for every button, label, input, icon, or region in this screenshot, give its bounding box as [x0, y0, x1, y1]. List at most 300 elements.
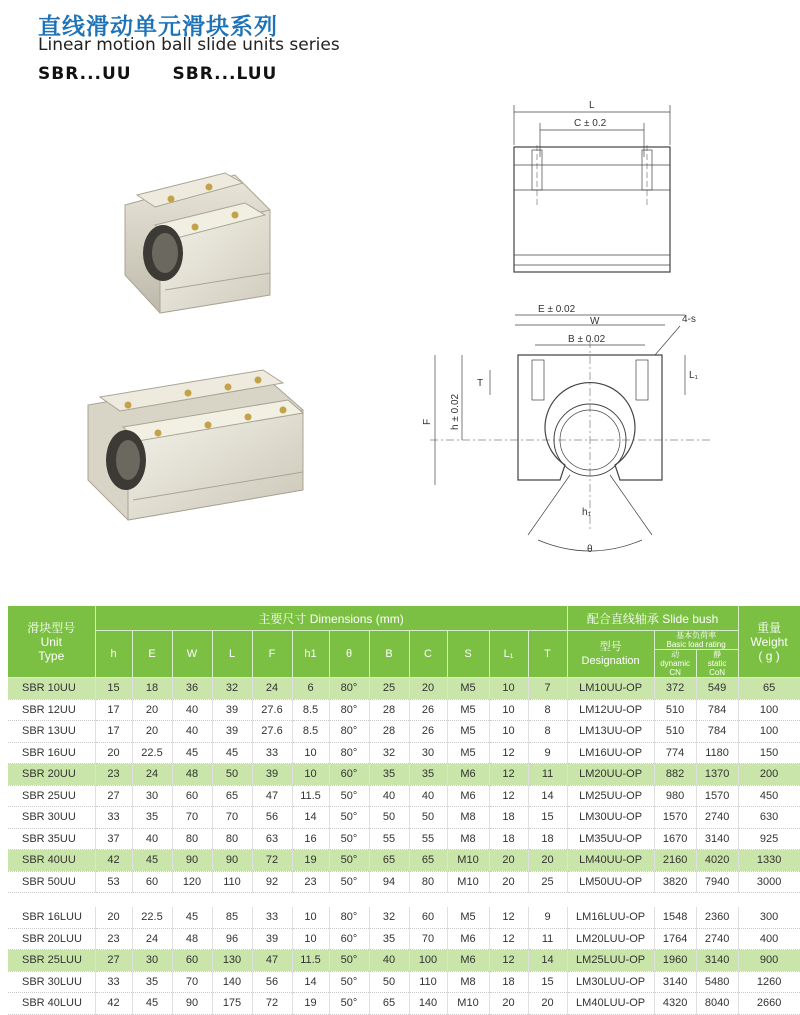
table-row [8, 764, 800, 786]
dim-h: h ± 0.02 [450, 393, 461, 430]
cell-dimension: 90 [172, 850, 212, 872]
cell-weight: 100 [738, 699, 800, 721]
load-rating-label: 基本负荷率 Basic load rating [655, 631, 738, 650]
cell-dimension: 18 [528, 828, 567, 850]
cell-dynamic-load: 1548 [654, 907, 696, 928]
col-designation: 型号 Designation [567, 631, 654, 678]
cell-dimension: 50 [369, 807, 409, 829]
cell-dynamic-load: 1764 [654, 928, 696, 950]
cell-dimension: 65 [409, 850, 447, 872]
cell-dimension: 20 [528, 993, 567, 1015]
cell-designation: LM25UU-OP [567, 785, 654, 807]
cell-dimension: 25 [528, 871, 567, 893]
table-row [8, 950, 800, 972]
dim-T: T [477, 378, 484, 389]
cell-dimension: 60 [132, 871, 172, 893]
dim-theta: θ [587, 544, 593, 555]
cell-dimension: 36 [172, 678, 212, 700]
cell-dimension: 23 [95, 764, 132, 786]
col-W: W [172, 631, 212, 678]
cell-dimension: 20 [409, 678, 447, 700]
cell-unit-type: SBR 35UU [8, 828, 95, 850]
cell-weight: 925 [738, 828, 800, 850]
cell-dimension: 47 [252, 950, 292, 972]
header-unit-type: 滑块型号 Unit Type [8, 606, 95, 678]
cell-dimension: 45 [132, 993, 172, 1015]
cell-static-load: 3140 [696, 828, 738, 850]
cell-dimension: 42 [95, 993, 132, 1015]
cell-designation: LM20UU-OP [567, 764, 654, 786]
cell-unit-type: SBR 20UU [8, 764, 95, 786]
cell-dimension: 12 [489, 950, 528, 972]
cell-dimension: 45 [212, 742, 252, 764]
col-load-rating [654, 631, 738, 678]
cell-dimension: 48 [172, 928, 212, 950]
cell-dimension: 130 [212, 950, 252, 972]
cell-dimension: 10 [292, 764, 329, 786]
cell-dimension: 22.5 [132, 742, 172, 764]
cell-unit-type: SBR 16UU [8, 742, 95, 764]
cell-dimension: 45 [172, 907, 212, 928]
cell-dimension: M8 [447, 828, 489, 850]
cell-unit-type: SBR 20LUU [8, 928, 95, 950]
cell-dimension: 23 [292, 871, 329, 893]
cell-dimension: M10 [447, 850, 489, 872]
cell-unit-type: SBR 25UU [8, 785, 95, 807]
cell-dimension: 14 [292, 807, 329, 829]
cell-dimension: 32 [369, 742, 409, 764]
table-row [8, 850, 800, 872]
cell-unit-type: SBR 25LUU [8, 950, 95, 972]
cell-dimension: 175 [212, 993, 252, 1015]
cell-dimension: M10 [447, 871, 489, 893]
cell-static-load: 7940 [696, 871, 738, 893]
top-view-drawing [500, 95, 700, 285]
cell-dimension: 70 [409, 928, 447, 950]
table-row [8, 993, 800, 1015]
cell-dimension: 50° [329, 785, 369, 807]
cell-dimension: 20 [489, 993, 528, 1015]
cell-dimension: 11.5 [292, 950, 329, 972]
cell-dimension: 10 [292, 907, 329, 928]
cell-dimension: M5 [447, 678, 489, 700]
dim-W: W [590, 316, 600, 327]
cell-weight: 400 [738, 928, 800, 950]
dim-h1: h₁ [582, 507, 591, 518]
cell-dimension: 50° [329, 807, 369, 829]
cell-designation: LM10UU-OP [567, 678, 654, 700]
cell-dimension: 27 [95, 785, 132, 807]
cell-dimension: 26 [409, 699, 447, 721]
cell-dynamic-load: 372 [654, 678, 696, 700]
cell-dimension: 50 [409, 807, 447, 829]
table-row [8, 721, 800, 743]
cell-dimension: 50° [329, 828, 369, 850]
cell-static-load: 8040 [696, 993, 738, 1015]
cell-dimension: 33 [95, 807, 132, 829]
cell-designation: LM50UU-OP [567, 871, 654, 893]
col-h: h [95, 631, 132, 678]
cell-dimension: 40 [132, 828, 172, 850]
cell-dimension: 80 [172, 828, 212, 850]
cell-weight: 150 [738, 742, 800, 764]
cell-dimension: 10 [489, 721, 528, 743]
cell-weight: 65 [738, 678, 800, 700]
cell-dimension: 33 [252, 742, 292, 764]
cell-dimension: 10 [292, 742, 329, 764]
cell-weight: 300 [738, 907, 800, 928]
cell-dimension: 18 [489, 807, 528, 829]
cell-dimension: 85 [212, 907, 252, 928]
header-dimensions: 主要尺寸 Dimensions (mm) [95, 606, 567, 631]
cell-dimension: 20 [95, 907, 132, 928]
cell-dimension: 110 [212, 871, 252, 893]
cell-designation: LM16LUU-OP [567, 907, 654, 928]
cell-dimension: 19 [292, 850, 329, 872]
cell-dimension: 33 [252, 907, 292, 928]
cell-dimension: 12 [489, 742, 528, 764]
cell-dimension: 80° [329, 742, 369, 764]
cell-dimension: 35 [409, 764, 447, 786]
cell-dynamic-load: 774 [654, 742, 696, 764]
cell-dimension: 18 [489, 971, 528, 993]
cell-dimension: M10 [447, 993, 489, 1015]
cell-dimension: 11 [528, 764, 567, 786]
cell-static-load: 1570 [696, 785, 738, 807]
section-view-drawing [410, 300, 730, 560]
cell-dimension: 92 [252, 871, 292, 893]
cell-unit-type: SBR 12UU [8, 699, 95, 721]
cell-dimension: 20 [132, 721, 172, 743]
cell-dimension: 56 [252, 807, 292, 829]
cell-dimension: 100 [409, 950, 447, 972]
cell-dimension: 14 [292, 971, 329, 993]
cell-dimension: 42 [95, 850, 132, 872]
cell-dimension: 32 [212, 678, 252, 700]
cell-dimension: 10 [292, 928, 329, 950]
cell-dynamic-load: 980 [654, 785, 696, 807]
cell-dynamic-load: 3820 [654, 871, 696, 893]
cell-dimension: 12 [489, 907, 528, 928]
cell-dimension: 60 [409, 907, 447, 928]
cell-dimension: 7 [528, 678, 567, 700]
cell-dimension: 40 [172, 699, 212, 721]
dynamic-label: 动 dynamic CN [655, 650, 697, 677]
cell-dimension: 28 [369, 721, 409, 743]
page-title-english: Linear motion ball slide units series [38, 35, 340, 55]
cell-dimension: M5 [447, 907, 489, 928]
cell-dimension: 26 [409, 721, 447, 743]
cell-dimension: 90 [172, 993, 212, 1015]
cell-dimension: 140 [409, 993, 447, 1015]
table-row [8, 785, 800, 807]
table-row [8, 928, 800, 950]
dim-L: L [589, 100, 595, 111]
cell-dimension: 27 [95, 950, 132, 972]
cell-dimension: 19 [292, 993, 329, 1015]
cell-unit-type: SBR 40LUU [8, 993, 95, 1015]
table-spacer-cell [8, 893, 800, 908]
cell-static-load: 5480 [696, 971, 738, 993]
cell-dimension: 39 [252, 928, 292, 950]
specification-table [8, 606, 800, 1015]
cell-dimension: 94 [369, 871, 409, 893]
cell-designation: LM13UU-OP [567, 721, 654, 743]
cell-dimension: 80 [212, 828, 252, 850]
table-row [8, 807, 800, 829]
cell-dimension: 80° [329, 699, 369, 721]
cell-unit-type: SBR 40UU [8, 850, 95, 872]
cell-dimension: 80° [329, 907, 369, 928]
cell-weight: 1260 [738, 971, 800, 993]
cell-dynamic-load: 4320 [654, 993, 696, 1015]
dim-E: E ± 0.02 [538, 304, 576, 315]
cell-dimension: 40 [369, 785, 409, 807]
cell-dimension: 20 [132, 699, 172, 721]
cell-dimension: 12 [489, 928, 528, 950]
cell-designation: LM25LUU-OP [567, 950, 654, 972]
cell-dimension: 72 [252, 850, 292, 872]
cell-dimension: 65 [212, 785, 252, 807]
cell-dimension: 96 [212, 928, 252, 950]
cell-dimension: 60 [172, 785, 212, 807]
dim-F: F [422, 418, 433, 425]
cell-unit-type: SBR 50UU [8, 871, 95, 893]
cell-dimension: 17 [95, 699, 132, 721]
cell-dimension: M5 [447, 721, 489, 743]
col-E: E [132, 631, 172, 678]
cell-static-load: 3140 [696, 950, 738, 972]
cell-weight: 2660 [738, 993, 800, 1015]
cell-dimension: M8 [447, 807, 489, 829]
header-slide-bush: 配合直线轴承 Slide bush [567, 606, 738, 631]
cell-dimension: 40 [369, 950, 409, 972]
cell-dimension: 50° [329, 993, 369, 1015]
cell-dimension: 45 [172, 742, 212, 764]
cell-dimension: 50° [329, 850, 369, 872]
cell-dimension: M6 [447, 950, 489, 972]
cell-designation: LM30UU-OP [567, 807, 654, 829]
cell-designation: LM20LUU-OP [567, 928, 654, 950]
cell-designation: LM30LUU-OP [567, 971, 654, 993]
header-weight: 重量 Weight ( g ) [738, 606, 800, 678]
table-row [8, 742, 800, 764]
cell-dimension: 6 [292, 678, 329, 700]
cell-dimension: 55 [409, 828, 447, 850]
cell-static-load: 2740 [696, 928, 738, 950]
col-S: S [447, 631, 489, 678]
cell-designation: LM12UU-OP [567, 699, 654, 721]
cell-dimension: 11 [528, 928, 567, 950]
cell-dimension: 39 [252, 764, 292, 786]
cell-dimension: 17 [95, 721, 132, 743]
cell-dimension: 110 [409, 971, 447, 993]
cell-dimension: 45 [132, 850, 172, 872]
model-luu: SBR...LUU [172, 64, 278, 84]
cell-dimension: 33 [95, 971, 132, 993]
cell-dimension: 11.5 [292, 785, 329, 807]
cell-dimension: 35 [369, 928, 409, 950]
cell-weight: 100 [738, 721, 800, 743]
cell-dimension: 65 [369, 850, 409, 872]
cell-dimension: 24 [132, 928, 172, 950]
cell-dimension: 140 [212, 971, 252, 993]
col-theta: θ [329, 631, 369, 678]
cell-dimension: 20 [95, 742, 132, 764]
cell-dimension: 8.5 [292, 699, 329, 721]
cell-weight: 450 [738, 785, 800, 807]
cell-static-load: 4020 [696, 850, 738, 872]
cell-dimension: M6 [447, 928, 489, 950]
cell-dimension: 28 [369, 699, 409, 721]
col-C: C [409, 631, 447, 678]
cell-dimension: 40 [172, 721, 212, 743]
cell-unit-type: SBR 16LUU [8, 907, 95, 928]
cell-dimension: 53 [95, 871, 132, 893]
cell-dimension: 40 [409, 785, 447, 807]
cell-dimension: 90 [212, 850, 252, 872]
cell-dynamic-load: 510 [654, 699, 696, 721]
cell-dimension: 47 [252, 785, 292, 807]
cell-dimension: 60° [329, 928, 369, 950]
cell-dimension: 55 [369, 828, 409, 850]
cell-dimension: M8 [447, 971, 489, 993]
cell-dimension: 56 [252, 971, 292, 993]
col-F: F [252, 631, 292, 678]
long-slide-unit-image [78, 365, 318, 525]
col-L: L [212, 631, 252, 678]
table-spacer-row [8, 893, 800, 908]
cell-dimension: 18 [489, 828, 528, 850]
cell-dimension: 60° [329, 764, 369, 786]
cell-dimension: 9 [528, 907, 567, 928]
cell-dimension: 80° [329, 678, 369, 700]
cell-static-load: 2740 [696, 807, 738, 829]
cell-designation: LM16UU-OP [567, 742, 654, 764]
cell-dimension: 35 [369, 764, 409, 786]
cell-dimension: 15 [528, 807, 567, 829]
cell-dimension: 16 [292, 828, 329, 850]
cell-dimension: 20 [489, 871, 528, 893]
cell-dimension: 27.6 [252, 721, 292, 743]
cell-dimension: 50° [329, 971, 369, 993]
cell-dimension: 8 [528, 721, 567, 743]
short-slide-unit-image [115, 165, 285, 315]
page-title-chinese: 直线滑动单元滑块系列 [38, 14, 278, 40]
cell-static-load: 784 [696, 699, 738, 721]
cell-dimension: 65 [369, 993, 409, 1015]
cell-dimension: 15 [528, 971, 567, 993]
cell-dimension: 20 [489, 850, 528, 872]
cell-dimension: 50° [329, 950, 369, 972]
cell-dimension: 10 [489, 699, 528, 721]
cell-dynamic-load: 510 [654, 721, 696, 743]
cell-dimension: 60 [172, 950, 212, 972]
cell-dimension: 35 [132, 971, 172, 993]
cell-weight: 1330 [738, 850, 800, 872]
cell-dynamic-load: 3140 [654, 971, 696, 993]
cell-dimension: 48 [172, 764, 212, 786]
cell-dimension: 20 [528, 850, 567, 872]
cell-weight: 900 [738, 950, 800, 972]
table-row [8, 971, 800, 993]
col-L1: L₁ [489, 631, 528, 678]
cell-dynamic-load: 882 [654, 764, 696, 786]
cell-dynamic-load: 1570 [654, 807, 696, 829]
cell-static-load: 1180 [696, 742, 738, 764]
cell-dimension: M5 [447, 699, 489, 721]
cell-dimension: 39 [212, 699, 252, 721]
cell-dimension: 10 [489, 678, 528, 700]
cell-dynamic-load: 2160 [654, 850, 696, 872]
cell-dimension: 120 [172, 871, 212, 893]
cell-dimension: 15 [95, 678, 132, 700]
cell-dimension: 35 [132, 807, 172, 829]
cell-dimension: 80° [329, 721, 369, 743]
cell-static-load: 1370 [696, 764, 738, 786]
cell-designation: LM40LUU-OP [567, 993, 654, 1015]
cell-dimension: 25 [369, 678, 409, 700]
table-row [8, 678, 800, 700]
cell-dimension: M6 [447, 764, 489, 786]
cell-dimension: 50 [369, 971, 409, 993]
cell-dimension: 50° [329, 871, 369, 893]
cell-dimension: 24 [252, 678, 292, 700]
cell-dimension: 24 [132, 764, 172, 786]
cell-dimension: 27.6 [252, 699, 292, 721]
cell-dimension: 30 [132, 785, 172, 807]
cell-dimension: 70 [172, 807, 212, 829]
col-T: T [528, 631, 567, 678]
cell-dimension: 50 [212, 764, 252, 786]
cell-dimension: 23 [95, 928, 132, 950]
table-row [8, 828, 800, 850]
cell-unit-type: SBR 10UU [8, 678, 95, 700]
cell-designation: LM40UU-OP [567, 850, 654, 872]
dim-L1: L₁ [689, 370, 698, 381]
cell-dimension: M5 [447, 742, 489, 764]
table-row [8, 699, 800, 721]
cell-dimension: 72 [252, 993, 292, 1015]
table-row [8, 907, 800, 928]
cell-unit-type: SBR 30LUU [8, 971, 95, 993]
cell-dynamic-load: 1960 [654, 950, 696, 972]
cell-dimension: 70 [172, 971, 212, 993]
cell-dimension: 9 [528, 742, 567, 764]
cell-dimension: 30 [132, 950, 172, 972]
cell-dimension: M6 [447, 785, 489, 807]
cell-weight: 630 [738, 807, 800, 829]
cell-static-load: 784 [696, 721, 738, 743]
cell-dimension: 80 [409, 871, 447, 893]
cell-dimension: 39 [212, 721, 252, 743]
cell-dimension: 8 [528, 699, 567, 721]
cell-dimension: 12 [489, 785, 528, 807]
dim-4s: 4-s [682, 314, 696, 325]
cell-dimension: 18 [132, 678, 172, 700]
cell-unit-type: SBR 30UU [8, 807, 95, 829]
model-uu: SBR...UU [38, 64, 132, 84]
cell-static-load: 549 [696, 678, 738, 700]
cell-dimension: 70 [212, 807, 252, 829]
dim-C: C ± 0.2 [574, 118, 607, 129]
cell-weight: 200 [738, 764, 800, 786]
cell-dimension: 8.5 [292, 721, 329, 743]
cell-dimension: 32 [369, 907, 409, 928]
cell-dimension: 63 [252, 828, 292, 850]
col-B: B [369, 631, 409, 678]
cell-dimension: 14 [528, 950, 567, 972]
